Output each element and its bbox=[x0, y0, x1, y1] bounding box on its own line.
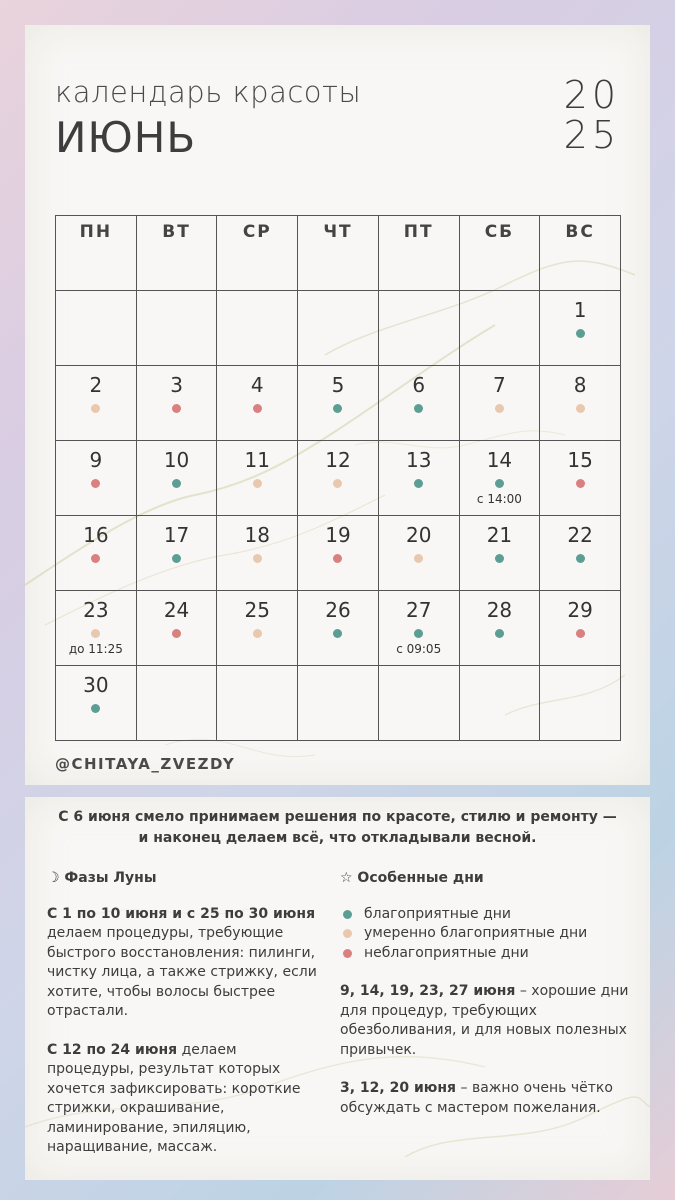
day-number: 17 bbox=[163, 523, 190, 547]
moderate-dot-icon bbox=[343, 929, 352, 938]
calendar-day bbox=[56, 366, 137, 441]
favorable-dot-icon bbox=[333, 629, 342, 638]
calendar-day bbox=[137, 591, 218, 666]
legend-moderate-label: умеренно благоприятные дни bbox=[364, 925, 588, 941]
day-number: 25 bbox=[244, 598, 270, 622]
day-number: 12 bbox=[325, 448, 351, 472]
calendar-day bbox=[540, 291, 621, 366]
legend-unfavorable-label: неблагоприятные дни bbox=[364, 944, 529, 961]
calendar-card bbox=[25, 25, 650, 785]
unfavorable-dot-icon bbox=[576, 479, 585, 488]
calendar-day bbox=[56, 441, 137, 516]
empty-cell bbox=[137, 291, 218, 366]
favorable-dot-icon bbox=[495, 554, 504, 563]
empty-cell bbox=[217, 666, 298, 741]
calendar-day bbox=[540, 591, 621, 666]
weekday-header: ЧТ bbox=[298, 216, 379, 291]
day-number: 20 bbox=[405, 523, 432, 547]
weekday-header: ВТ bbox=[137, 216, 218, 291]
day-number: 9 bbox=[89, 448, 103, 472]
calendar-subtitle: календарь красоты bbox=[55, 75, 362, 109]
day-number: 29 bbox=[567, 598, 593, 622]
calendar-grid bbox=[55, 215, 621, 741]
favorable-dot-icon bbox=[414, 629, 423, 638]
calendar-day bbox=[540, 441, 621, 516]
calendar-day bbox=[137, 441, 218, 516]
intro-line-2: и наконец делаем всё, что откладывали весной. bbox=[138, 830, 537, 846]
moderate-dot-icon bbox=[253, 554, 262, 563]
day-time-note: с 09:05 bbox=[396, 642, 442, 656]
unfavorable-dot-icon bbox=[343, 949, 352, 958]
moon-p1-dates: С 1 по 10 июня и с 25 по 30 июня bbox=[47, 905, 316, 922]
weekday-header: ПН bbox=[56, 216, 137, 291]
weekday-header: ПТ bbox=[379, 216, 460, 291]
weekday-header: СБ bbox=[460, 216, 541, 291]
special-paragraph-2 bbox=[340, 1079, 640, 1118]
intro-line-1: С 6 июня смело принимаем решения по красоте, стилю и ремонту — bbox=[58, 809, 617, 825]
moon-phases-title: ☽ Фазы Луны bbox=[47, 870, 157, 886]
moon-p2-dates: С 12 по 24 июня bbox=[47, 1041, 178, 1058]
calendar-day bbox=[379, 591, 460, 666]
favorable-dot-icon bbox=[343, 910, 352, 919]
special-p2-text: – важно очень чётко обсуждать с мастером пожелания. bbox=[340, 1080, 613, 1116]
day-number: 2 bbox=[89, 373, 103, 397]
special-p2-dates: 3, 12, 20 июня bbox=[340, 1080, 457, 1096]
year-line-2: 25 bbox=[563, 113, 620, 157]
intro-text bbox=[45, 807, 630, 849]
legend bbox=[340, 905, 640, 964]
calendar-day bbox=[379, 516, 460, 591]
day-number: 21 bbox=[486, 523, 513, 547]
year-line-1: 20 bbox=[563, 73, 620, 117]
moderate-dot-icon bbox=[333, 479, 342, 488]
legend-moderate bbox=[340, 924, 640, 944]
favorable-dot-icon bbox=[333, 404, 342, 413]
calendar-day bbox=[540, 516, 621, 591]
calendar-day bbox=[379, 441, 460, 516]
day-number: 13 bbox=[405, 448, 432, 472]
moderate-dot-icon bbox=[253, 629, 262, 638]
special-p1-text: – хорошие дни для процедур, требующих обезболивания, и для новых полезных привычек. bbox=[340, 983, 629, 1058]
calendar-day bbox=[56, 591, 137, 666]
calendar-day bbox=[217, 516, 298, 591]
day-number: 26 bbox=[325, 598, 351, 622]
unfavorable-dot-icon bbox=[253, 404, 262, 413]
calendar-day bbox=[56, 516, 137, 591]
instagram-handle: @CHITAYA_ZVEZDY bbox=[55, 755, 236, 773]
moon-paragraph-2 bbox=[47, 1041, 317, 1158]
empty-cell bbox=[217, 291, 298, 366]
empty-cell bbox=[460, 666, 541, 741]
favorable-dot-icon bbox=[91, 704, 100, 713]
favorable-dot-icon bbox=[576, 554, 585, 563]
empty-cell bbox=[540, 666, 621, 741]
moderate-dot-icon bbox=[91, 404, 100, 413]
moderate-dot-icon bbox=[576, 404, 585, 413]
calendar-day bbox=[379, 366, 460, 441]
day-number: 5 bbox=[331, 373, 345, 397]
unfavorable-dot-icon bbox=[576, 629, 585, 638]
day-number: 7 bbox=[493, 373, 506, 397]
calendar-day bbox=[540, 366, 621, 441]
day-number: 30 bbox=[83, 673, 109, 697]
calendar-day bbox=[217, 366, 298, 441]
day-time-note: с 14:00 bbox=[476, 492, 522, 506]
legend-favorable bbox=[340, 905, 640, 925]
day-number: 18 bbox=[244, 523, 270, 547]
day-number: 22 bbox=[567, 523, 593, 547]
day-number: 28 bbox=[486, 598, 513, 622]
empty-cell bbox=[298, 291, 379, 366]
month-title: ИЮНЬ bbox=[55, 113, 197, 162]
unfavorable-dot-icon bbox=[172, 629, 181, 638]
favorable-dot-icon bbox=[576, 329, 585, 338]
calendar-day bbox=[298, 516, 379, 591]
special-days-section bbox=[340, 869, 640, 1137]
legend-unfavorable bbox=[340, 944, 640, 964]
favorable-dot-icon bbox=[172, 554, 181, 563]
day-number: 23 bbox=[83, 598, 109, 622]
empty-cell bbox=[379, 666, 460, 741]
calendar-day bbox=[137, 516, 218, 591]
moderate-dot-icon bbox=[495, 404, 504, 413]
empty-cell bbox=[137, 666, 218, 741]
moon-paragraph-1 bbox=[47, 905, 317, 1022]
unfavorable-dot-icon bbox=[91, 554, 100, 563]
moderate-dot-icon bbox=[414, 554, 423, 563]
calendar-day bbox=[56, 666, 137, 741]
calendar-day bbox=[298, 366, 379, 441]
day-number: 14 bbox=[486, 448, 513, 472]
empty-cell bbox=[298, 666, 379, 741]
info-card bbox=[25, 797, 650, 1180]
calendar-day bbox=[217, 441, 298, 516]
moderate-dot-icon bbox=[253, 479, 262, 488]
favorable-dot-icon bbox=[495, 629, 504, 638]
calendar-day bbox=[217, 591, 298, 666]
calendar-day bbox=[137, 366, 218, 441]
weekday-header: ВС bbox=[540, 216, 621, 291]
empty-cell bbox=[56, 291, 137, 366]
empty-cell bbox=[460, 291, 541, 366]
legend-favorable-label: благоприятные дни bbox=[364, 905, 511, 922]
unfavorable-dot-icon bbox=[333, 554, 342, 563]
day-number: 27 bbox=[405, 598, 432, 622]
day-number: 15 bbox=[567, 448, 593, 472]
day-number: 19 bbox=[325, 523, 351, 547]
special-days-title: ☆ Особенные дни bbox=[340, 870, 484, 886]
day-number: 11 bbox=[244, 448, 270, 472]
favorable-dot-icon bbox=[495, 479, 504, 488]
calendar-day bbox=[298, 591, 379, 666]
day-number: 4 bbox=[250, 373, 264, 397]
special-paragraph-1 bbox=[340, 982, 640, 1060]
calendar-day bbox=[460, 591, 541, 666]
day-number: 10 bbox=[163, 448, 190, 472]
day-number: 3 bbox=[170, 373, 183, 397]
empty-cell bbox=[379, 291, 460, 366]
favorable-dot-icon bbox=[414, 479, 423, 488]
calendar-day bbox=[460, 366, 541, 441]
favorable-dot-icon bbox=[414, 404, 423, 413]
calendar-day bbox=[460, 441, 541, 516]
moderate-dot-icon bbox=[91, 629, 100, 638]
day-number: 8 bbox=[573, 373, 587, 397]
favorable-dot-icon bbox=[172, 479, 181, 488]
weekday-header: СР bbox=[217, 216, 298, 291]
day-number: 16 bbox=[83, 523, 109, 547]
special-p1-dates: 9, 14, 19, 23, 27 июня bbox=[340, 983, 516, 999]
moon-p2-text: делаем процедуры, результат которых хочется зафиксировать: короткие стрижки, окрашивание, ламинирование, эпиляцию, наращивание, массаж. bbox=[47, 1041, 301, 1155]
day-number: 24 bbox=[163, 598, 190, 622]
unfavorable-dot-icon bbox=[91, 479, 100, 488]
moon-p1-text: делаем процедуры, требующие быстрого восстановления: пилинги, чистку лица, а также стрижку, если хотите, чтобы волосы быстрее отрастали. bbox=[47, 925, 317, 1019]
calendar-day bbox=[460, 516, 541, 591]
day-number: 6 bbox=[412, 373, 426, 397]
day-number: 1 bbox=[573, 298, 587, 322]
calendar-day bbox=[298, 441, 379, 516]
day-time-note: до 11:25 bbox=[68, 642, 123, 656]
unfavorable-dot-icon bbox=[172, 404, 181, 413]
year bbox=[564, 75, 620, 155]
moon-phases-section bbox=[47, 869, 317, 1177]
